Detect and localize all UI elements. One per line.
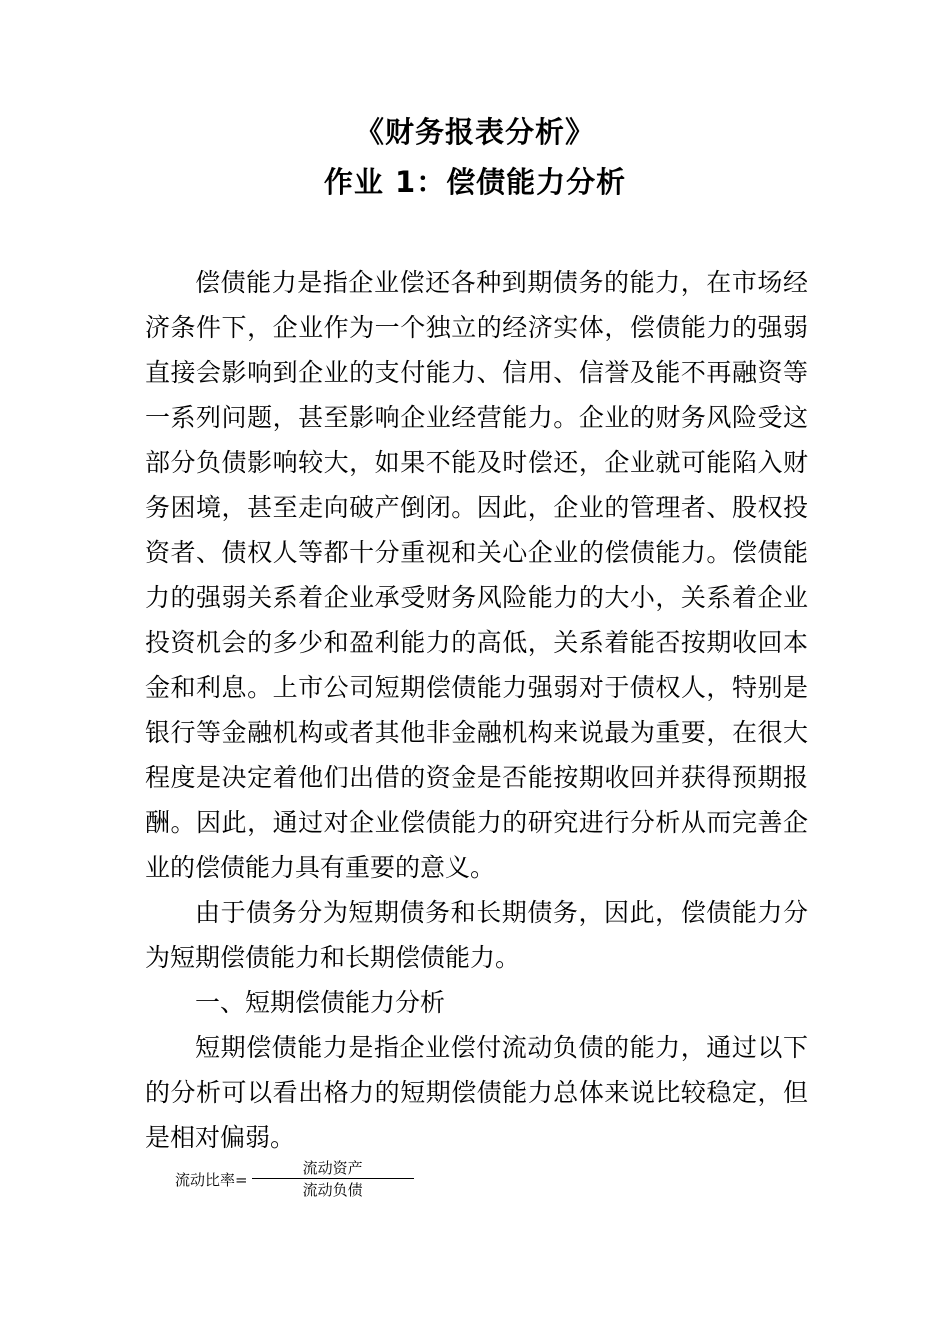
formula-denominator: 流动负债 <box>302 1181 363 1199</box>
formula-numerator: 流动资产 <box>302 1159 363 1177</box>
formula-fraction <box>252 1158 414 1201</box>
document-subtitle: 作业 1：偿债能力分析 <box>323 165 627 199</box>
paragraph-short-term: 短期偿债能力是指企业偿付流动负债的能力，通过以下的分析可以看出格力的短期偿债能力总体来说比较稳定，但是相对偏弱。 <box>145 1033 808 1152</box>
document-body <box>145 260 808 1160</box>
document-title: 《财务报表分析》 <box>354 115 595 149</box>
current-ratio-formula <box>175 1158 414 1201</box>
paragraph-intro: 偿债能力是指企业偿还各种到期债务的能力，在市场经济条件下，企业作为一个独立的经济实体，偿债能力的强弱直接会影响到企业的支付能力、信用、信誉及能不再融资等一系列问题，甚至影响企业经营能力。企业的财务风险受这部分负债影响较大，如果不能及时偿还，企业就可能陷入财务困境，甚至走向破产倒闭。因此，企业的管理者、股权投资者、债权人等都十分重视和关心企业的偿债能力。偿债能力的强弱关系着企业承受财务风险能力的大小，关系着企业投资机会的多少和盈利能力的高低，关系着能否按期收回本金和利息。上市公司短期偿债能力强弱对于债权人，特别是银行等金融机构或者其他非金融机构来说最为重要，在很大程度是决定着他们出借的资金是否能按期收回并获得预期报酬。因此，通过对企业偿债能力的研究进行分析从而完善企业的偿债能力具有重要的意义。 <box>145 268 808 882</box>
paragraph-debt-types: 由于债务分为短期债务和长期债务，因此，偿债能力分为短期偿债能力和长期偿债能力。 <box>145 898 808 972</box>
section-heading-short-term: 一、短期偿债能力分析 <box>195 988 446 1017</box>
formula-lhs: 流动比率= <box>175 1171 248 1189</box>
